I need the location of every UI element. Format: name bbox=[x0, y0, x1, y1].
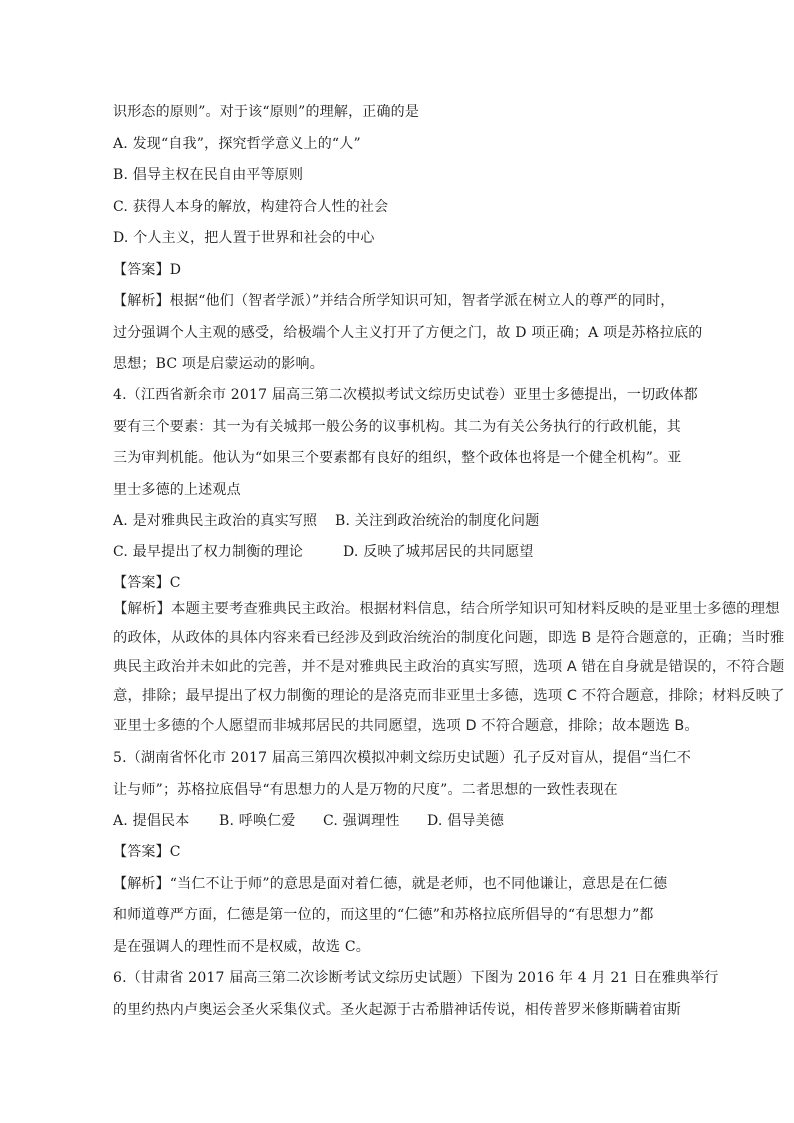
question-5-answer: 【答案】C bbox=[113, 844, 181, 860]
question-5-analysis-line: 和师道尊严方面，仁德是第一位的，而这里的“仁德”和苏格拉底所倡导的“有思想力”都 bbox=[113, 907, 654, 923]
question-4-option-d: D. 反映了城邦居民的共同愿望 bbox=[343, 544, 534, 560]
question-4-analysis-line: 【解析】本题主要考查雅典民主政治。根据材料信息，结合所学知识可知材料反映的是亚里士多德的理想 bbox=[113, 601, 780, 617]
question-4-answer: 【答案】C bbox=[113, 575, 181, 591]
question-3-option-d: D. 个人主义，把人置于世界和社会的中心 bbox=[113, 230, 375, 246]
question-4-option-b: B. 关注到政治统治的制度化问题 bbox=[335, 513, 540, 529]
question-3-stem: 识形态的原则”。对于该“原则”的理解，正确的是 bbox=[113, 104, 420, 120]
question-5-analysis-line: 是在强调人的理性而不是权威，故选 C。 bbox=[113, 939, 370, 955]
question-5-option-d: D. 倡导美德 bbox=[427, 813, 505, 829]
question-5-analysis-line: 【解析】“当仁不让于师”的意思是面对着仁德，就是老师，也不同他谦让，意思是在仁德 bbox=[113, 876, 668, 892]
question-3-analysis-line: 思想；BC 项是启蒙运动的影响。 bbox=[113, 356, 324, 372]
question-4-analysis-line: 的政体，从政体的具体内容来看已经涉及到政治统治的制度化问题，即选 B 是符合题意的，正确；当时雅 bbox=[113, 630, 785, 646]
question-4-analysis-line: 意，排除；最早提出了权力制衡的理论的是洛克而非亚里士多德，选项 C 不符合题意，排除；材料反映了 bbox=[113, 688, 785, 704]
question-5-option-a: A. 提倡民本 bbox=[113, 813, 190, 829]
question-4-options-row-2 bbox=[113, 542, 534, 562]
question-3-option-a: A. 发现“自我”，探究哲学意义上的“人” bbox=[113, 136, 361, 152]
question-3-analysis-line: 过分强调个人主观的感受，给极端个人主义打开了方便之门，故 D 项正确；A 项是苏格拉底的 bbox=[113, 325, 703, 341]
question-5-stem-line: 5.（湖南省怀化市 2017 届高三第四次模拟冲刺文综历史试题）孔子反对盲从，提倡“当仁不 bbox=[113, 750, 692, 766]
question-6-stem-line: 的里约热内卢奥运会圣火采集仪式。圣火起源于古希腊神话传说，相传普罗米修斯瞒着宙斯 bbox=[113, 1002, 681, 1018]
question-4-options-row-1 bbox=[113, 511, 539, 531]
question-4-option-c: C. 最早提出了权力制衡的理论 bbox=[113, 544, 304, 560]
question-4-analysis-line: 亚里士多德的个人愿望而非城邦居民的共同愿望，选项 D 不符合题意，排除；故本题选 B。 bbox=[113, 718, 699, 734]
question-4-stem-line: 要有三个要素：其一为有关城邦一般公务的议事机构。其二为有关公务执行的行政机能，其 bbox=[113, 419, 681, 435]
question-4-stem-line: 三为审判机能。他认为“如果三个要素都有良好的组织，整个政体也将是一个健全机构”。亚 bbox=[113, 450, 682, 466]
question-3-answer: 【答案】D bbox=[113, 262, 182, 278]
question-5-option-c: C. 强调理性 bbox=[323, 813, 400, 829]
question-3-analysis-line: 【解析】根据“他们（智者学派）”并结合所学知识可知，智者学派在树立人的尊严的同时， bbox=[113, 293, 675, 309]
question-6-stem-line: 6.（甘肃省 2017 届高三第二次诊断考试文综历史试题）下图为 2016 年 4 月 21 日在雅典举行 bbox=[113, 970, 719, 986]
question-4-analysis-line: 典民主政治并未如此的完善，并不是对雅典民主政治的真实写照，选项 A 错在自身就是错误的，不符合题 bbox=[113, 659, 785, 675]
question-4-option-a: A. 是对雅典民主政治的真实写照 bbox=[113, 513, 318, 529]
question-5-option-b: B. 呼唤仁爱 bbox=[219, 813, 296, 829]
question-5-options-row bbox=[113, 811, 504, 831]
question-4-stem-line: 4.（江西省新余市 2017 届高三第二次模拟考试文综历史试卷）亚里士多德提出，一切政体都 bbox=[113, 387, 698, 403]
question-3-option-b: B. 倡导主权在民自由平等原则 bbox=[113, 167, 304, 183]
question-3-option-c: C. 获得人本身的解放，构建符合人性的社会 bbox=[113, 199, 389, 215]
question-4-stem-line: 里士多德的上述观点 bbox=[113, 482, 241, 498]
question-5-stem-line: 让与师”；苏格拉底倡导“有思想力的人是万物的尺度”。二者思想的一致性表现在 bbox=[113, 782, 618, 798]
